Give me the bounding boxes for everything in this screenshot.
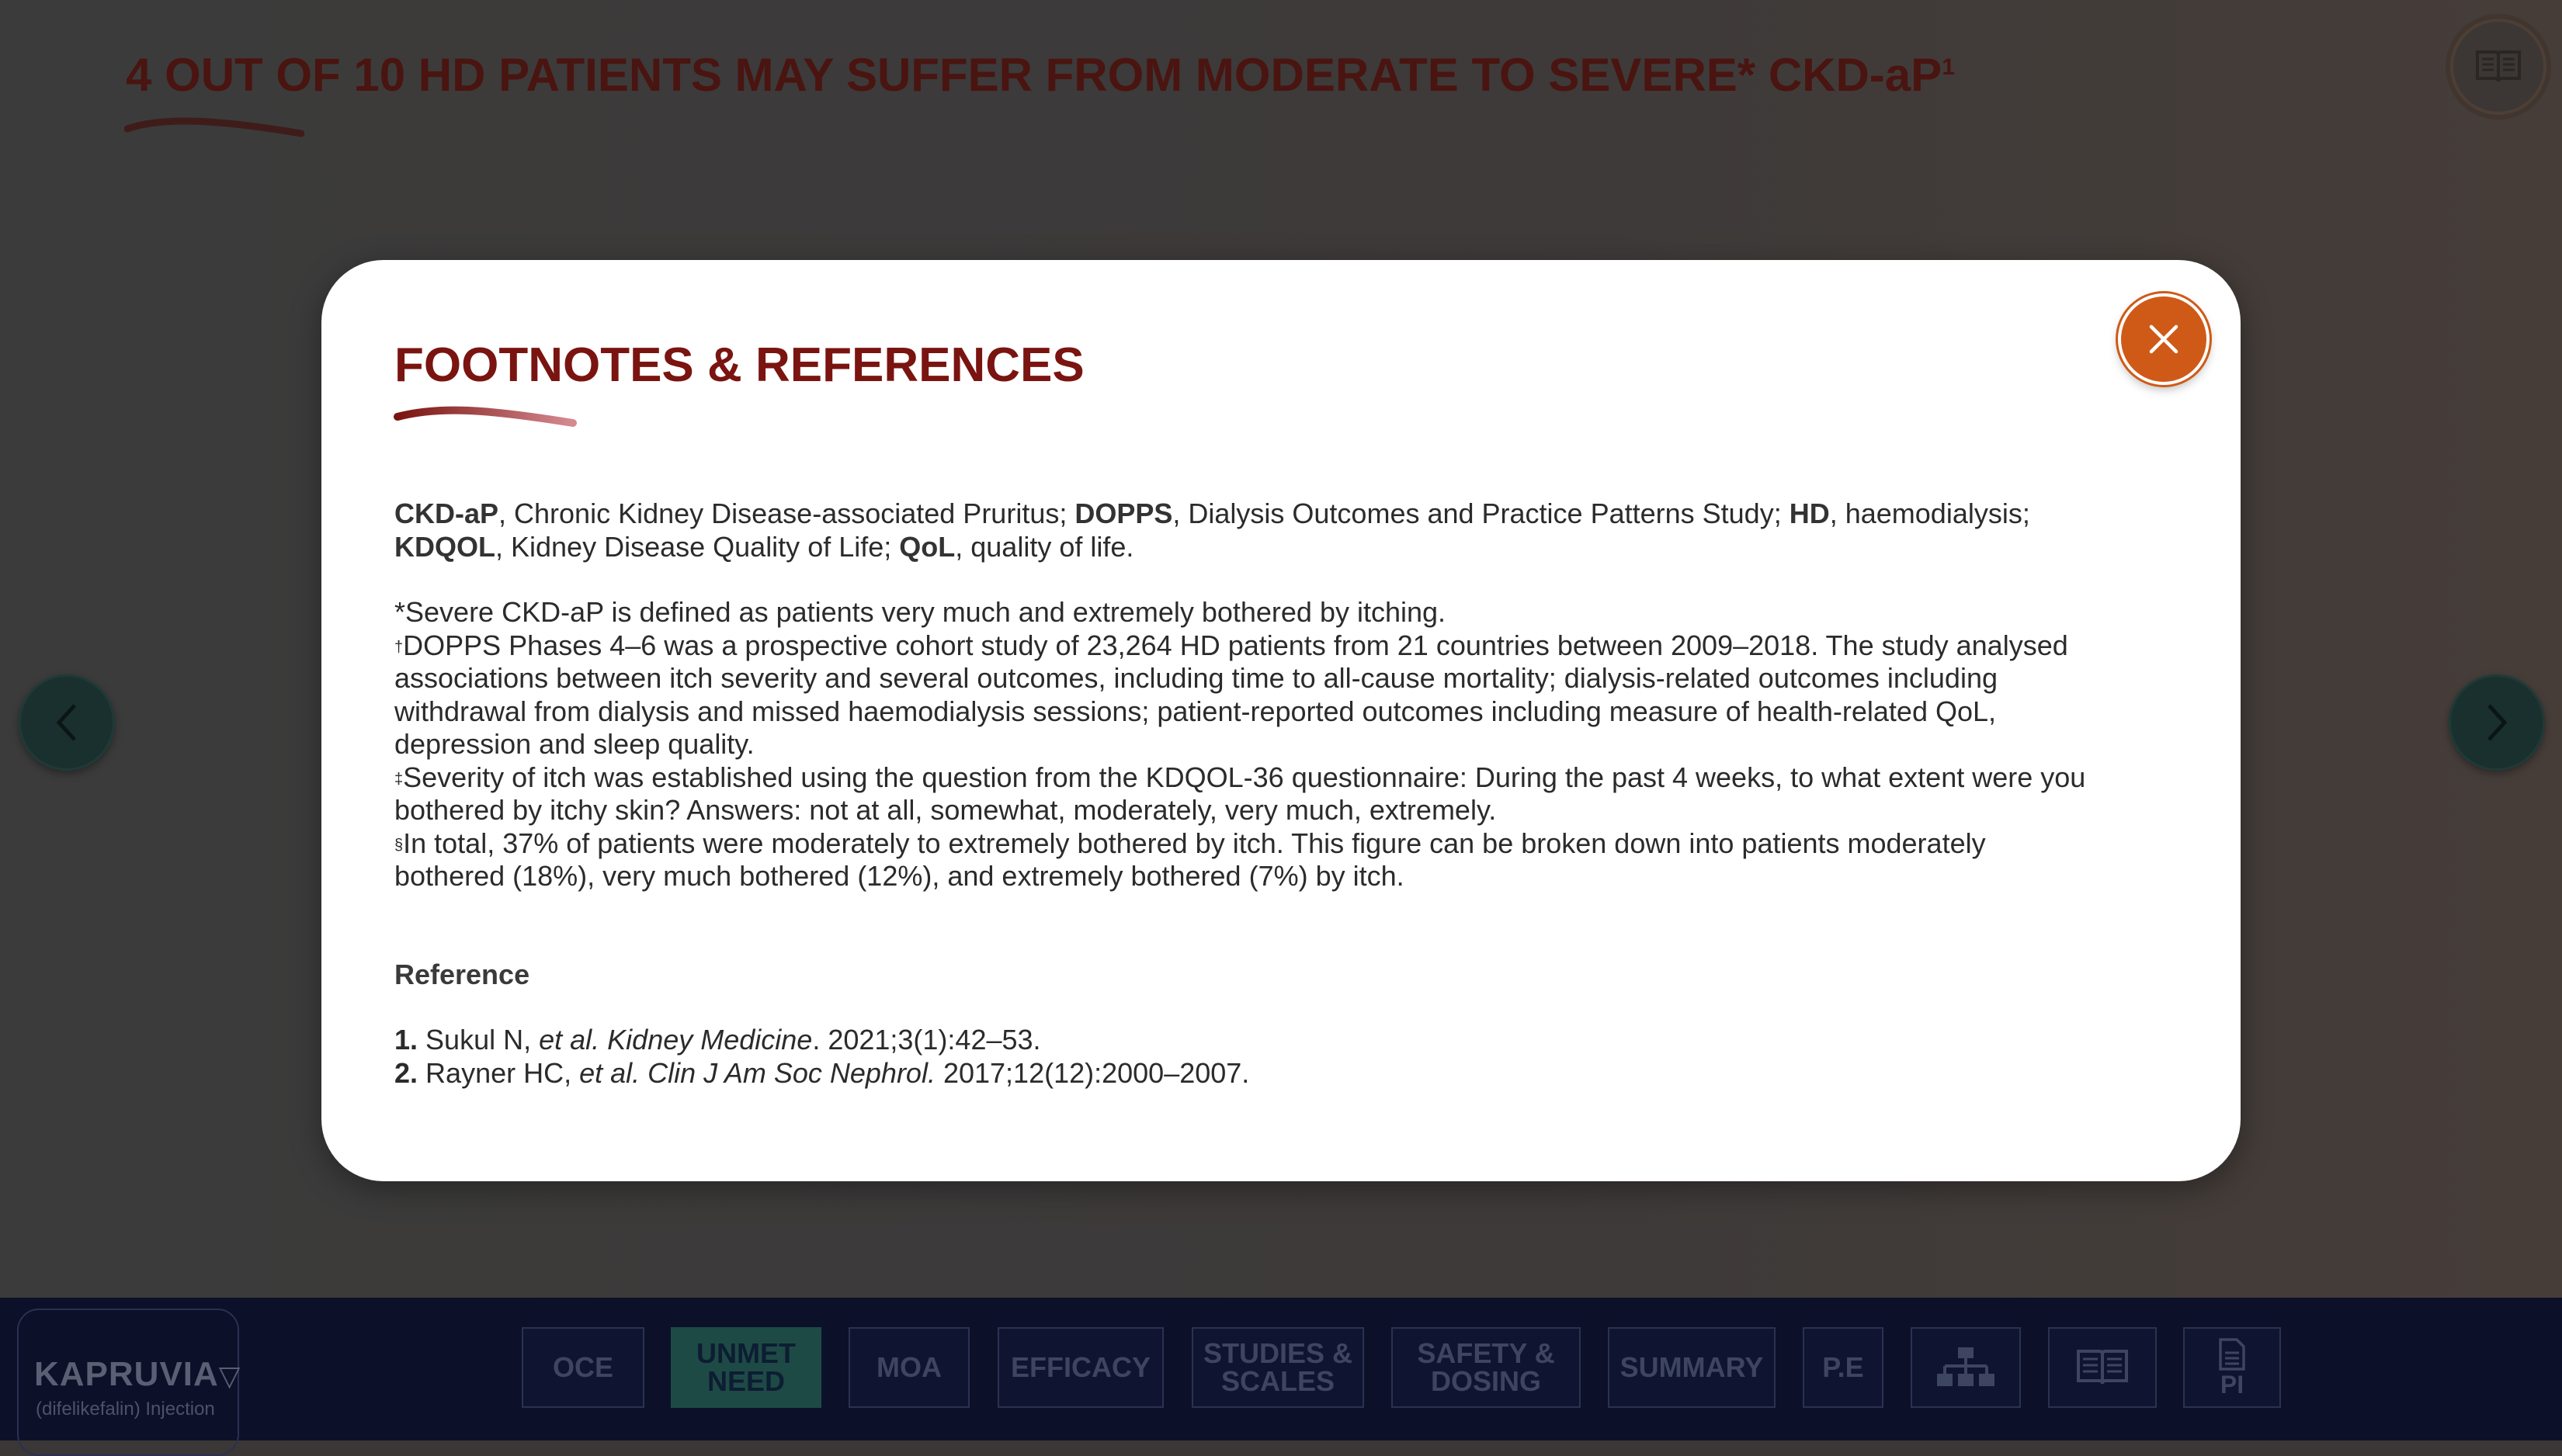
previous-slide-button[interactable] [19, 674, 115, 771]
abbreviations-text: CKD-aP, Chronic Kidney Disease-associated Pruritus; DOPPS, Dialysis Outcomes and Practice Patterns Study; HD, haemodialysis; KDQOL, Kidney Disease Quality of Life; QoL, quality of life. [394, 497, 2030, 563]
close-dialog-button[interactable] [2118, 293, 2210, 385]
footnote-dopps: †DOPPS Phases 4–6 was a prospective cohort study of 23,264 HD patients from 21 countries between 2009–2018. The study analysed associations between itch severity and several outcomes, including time to all-cause mortality; dialysis-related outcomes including withdrawal from dialysis and missed haemodialysis sessions; patient-reported outcomes including measure of health-related QoL, depression and sleep quality. [394, 629, 2068, 760]
logo-brand-name: KAPRUVIA▽ [34, 1355, 241, 1393]
slide-title: 4 OUT OF 10 HD PATIENTS MAY SUFFER FROM MODERATE TO SEVERE* CKD-$aP^1$ [126, 49, 1955, 101]
nav-button-studies-scales[interactable]: STUDIES & SCALES [1192, 1327, 1364, 1408]
footnote-severity: ‡Severity of itch was established using the question from the KDQOL-36 questionnaire: During the past 4 weeks, to what extent were you bothered by itchy skin? Answers: not at all, somewhat, moderately, very much, extremely. [394, 761, 2086, 826]
slide-title-footnote: 1 [1942, 54, 1955, 80]
references-book-button[interactable] [2450, 19, 2546, 115]
footnote-total: §In total, 37% of patients were moderately to extremely bothered by itch. This figure can be broken down into patients moderately bothered (18%), very much bothered (12%), and extremely bothered (7%) by itch. [394, 827, 1986, 892]
nav-button-unmet-need[interactable]: UNMET NEED [671, 1327, 821, 1408]
nav-button-moa[interactable]: MOA [849, 1327, 970, 1408]
chevron-left-icon [51, 701, 82, 744]
book-icon [2474, 49, 2522, 85]
dialog-title: FOOTNOTES & REFERENCES [394, 338, 1085, 392]
nav-button-efficacy[interactable]: EFFICACY [998, 1327, 1164, 1408]
nav-button-safety-dosing[interactable]: SAFETY & DOSING [1391, 1327, 1581, 1408]
nav-button-pi-label: PI [2220, 1371, 2244, 1399]
nav-button-summary[interactable]: SUMMARY [1608, 1327, 1776, 1408]
nav-button-pe[interactable]: P.E [1803, 1327, 1883, 1408]
dialog-body [394, 497, 2087, 1090]
logo-subtitle: (difelikefalin) Injection [36, 1399, 215, 1420]
footnotes-references-dialog [321, 260, 2241, 1181]
book-icon [2075, 1348, 2130, 1387]
brand-logo[interactable] [17, 1309, 239, 1456]
close-icon [2148, 324, 2179, 355]
bottom-navigation-bar [0, 1298, 2562, 1440]
slide-title-underline [124, 115, 304, 143]
nav-button-sitemap[interactable] [1911, 1327, 2021, 1408]
chevron-right-icon [2481, 701, 2512, 744]
reference-item: 1. Sukul N, et al. Kidney Medicine. 2021;3(1):42–53. [394, 1024, 1041, 1056]
footnote-severe: *Severe CKD-aP is defined as patients very much and extremely bothered by itching. [394, 596, 1446, 628]
nav-button-pi[interactable] [2183, 1327, 2281, 1408]
sitemap-icon [1937, 1346, 1994, 1389]
reference-heading: Reference [394, 958, 530, 990]
next-slide-button[interactable] [2449, 674, 2545, 771]
nav-button-oce[interactable]: OCE [522, 1327, 644, 1408]
reference-item: 2. Rayner HC, et al. Clin J Am Soc Nephrol. 2017;12(12):2000–2007. [394, 1056, 1250, 1089]
dialog-title-underline [393, 401, 579, 435]
document-icon [2218, 1337, 2246, 1371]
nav-button-references[interactable] [2048, 1327, 2157, 1408]
